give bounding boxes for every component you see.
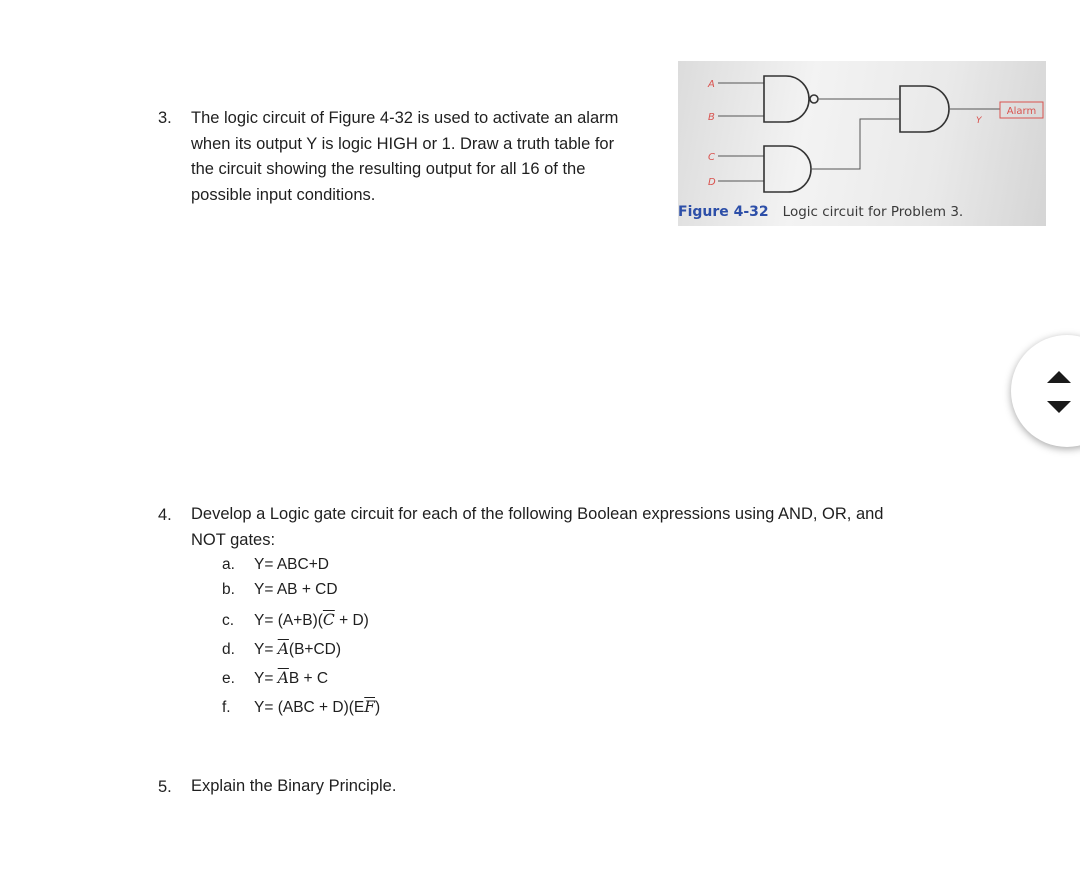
q4-line: NOT gates:: [191, 530, 276, 549]
q3-line: The logic circuit of Figure 4-32 is used to activate an alarm: [191, 109, 619, 127]
q3-line: possible input conditions.: [191, 185, 376, 204]
expression-item-f: [222, 695, 380, 719]
expression-text: Y= AB + CD: [254, 581, 338, 598]
item-letter: d.: [222, 641, 235, 658]
item-letter: b.: [222, 581, 235, 598]
figure-caption-number: Figure 4-32: [678, 204, 769, 220]
expression-item-a: [222, 553, 329, 577]
q3-number: 3.: [158, 109, 172, 127]
input-label-d: D: [708, 177, 716, 188]
nand-bubble: [810, 95, 818, 103]
figure-caption-text: Logic circuit for Problem 3.: [782, 204, 964, 220]
triangle-up-icon[interactable]: [1047, 371, 1071, 383]
expression-text: Y= (ABC + D)(E: [254, 699, 365, 716]
alarm-label: Alarm: [1006, 106, 1037, 117]
figure-caption: [678, 203, 963, 220]
complement-variable: $\overline{A}$: [277, 669, 289, 687]
q4-text: [191, 502, 883, 553]
expression-text: Y= ABC+D: [254, 556, 329, 573]
q5-number: 5.: [158, 778, 172, 796]
input-label-c: C: [708, 152, 715, 163]
expression-text: Y=: [254, 641, 278, 658]
q3-text: [191, 106, 618, 208]
complement-variable: $\overline{C}$: [322, 611, 335, 629]
logic-circuit-figure: [678, 61, 1046, 226]
complement-variable: $\overline{A}$: [277, 640, 289, 658]
input-label-a: A: [708, 79, 715, 90]
expression-item-d: [222, 637, 341, 661]
item-letter: a.: [222, 556, 235, 573]
q4-line: Develop a Logic gate circuit for each of the following Boolean expressions using AND, OR, and: [191, 505, 884, 523]
complement-variable: $\overline{F}$: [364, 698, 376, 716]
and-gate-lower-shape: [764, 146, 811, 192]
expression-text-suffix: + D): [334, 612, 369, 629]
expression-text: Y=: [254, 670, 278, 687]
item-letter: e.: [222, 670, 235, 687]
input-label-b: B: [708, 112, 715, 123]
expression-text-suffix: ): [375, 699, 381, 716]
expression-text-suffix: B + C: [288, 670, 329, 687]
and-gate-output-shape: [900, 86, 949, 132]
output-label-y: Y: [976, 116, 982, 126]
triangle-down-icon[interactable]: [1047, 401, 1071, 413]
q4-number: 4.: [158, 506, 172, 524]
expression-item-e: [222, 666, 328, 690]
q5-text: Explain the Binary Principle.: [191, 777, 397, 795]
item-letter: f.: [222, 699, 231, 716]
page-nav-control[interactable]: [1011, 335, 1080, 447]
expression-item-c: [222, 608, 369, 632]
q3-line: when its output Y is logic HIGH or 1. Draw a truth table for: [191, 134, 615, 153]
item-letter: c.: [222, 612, 235, 629]
expression-text: Y= (A+B)(: [254, 612, 323, 629]
logic-circuit-diagram: [678, 61, 1046, 226]
expression-item-b: [222, 578, 338, 602]
q3-line: the circuit showing the resulting output for all 16 of the: [191, 160, 586, 178]
expression-text-suffix: (B+CD): [288, 641, 342, 658]
wire-and-out: [811, 119, 900, 169]
nand-gate-shape: [764, 76, 809, 122]
